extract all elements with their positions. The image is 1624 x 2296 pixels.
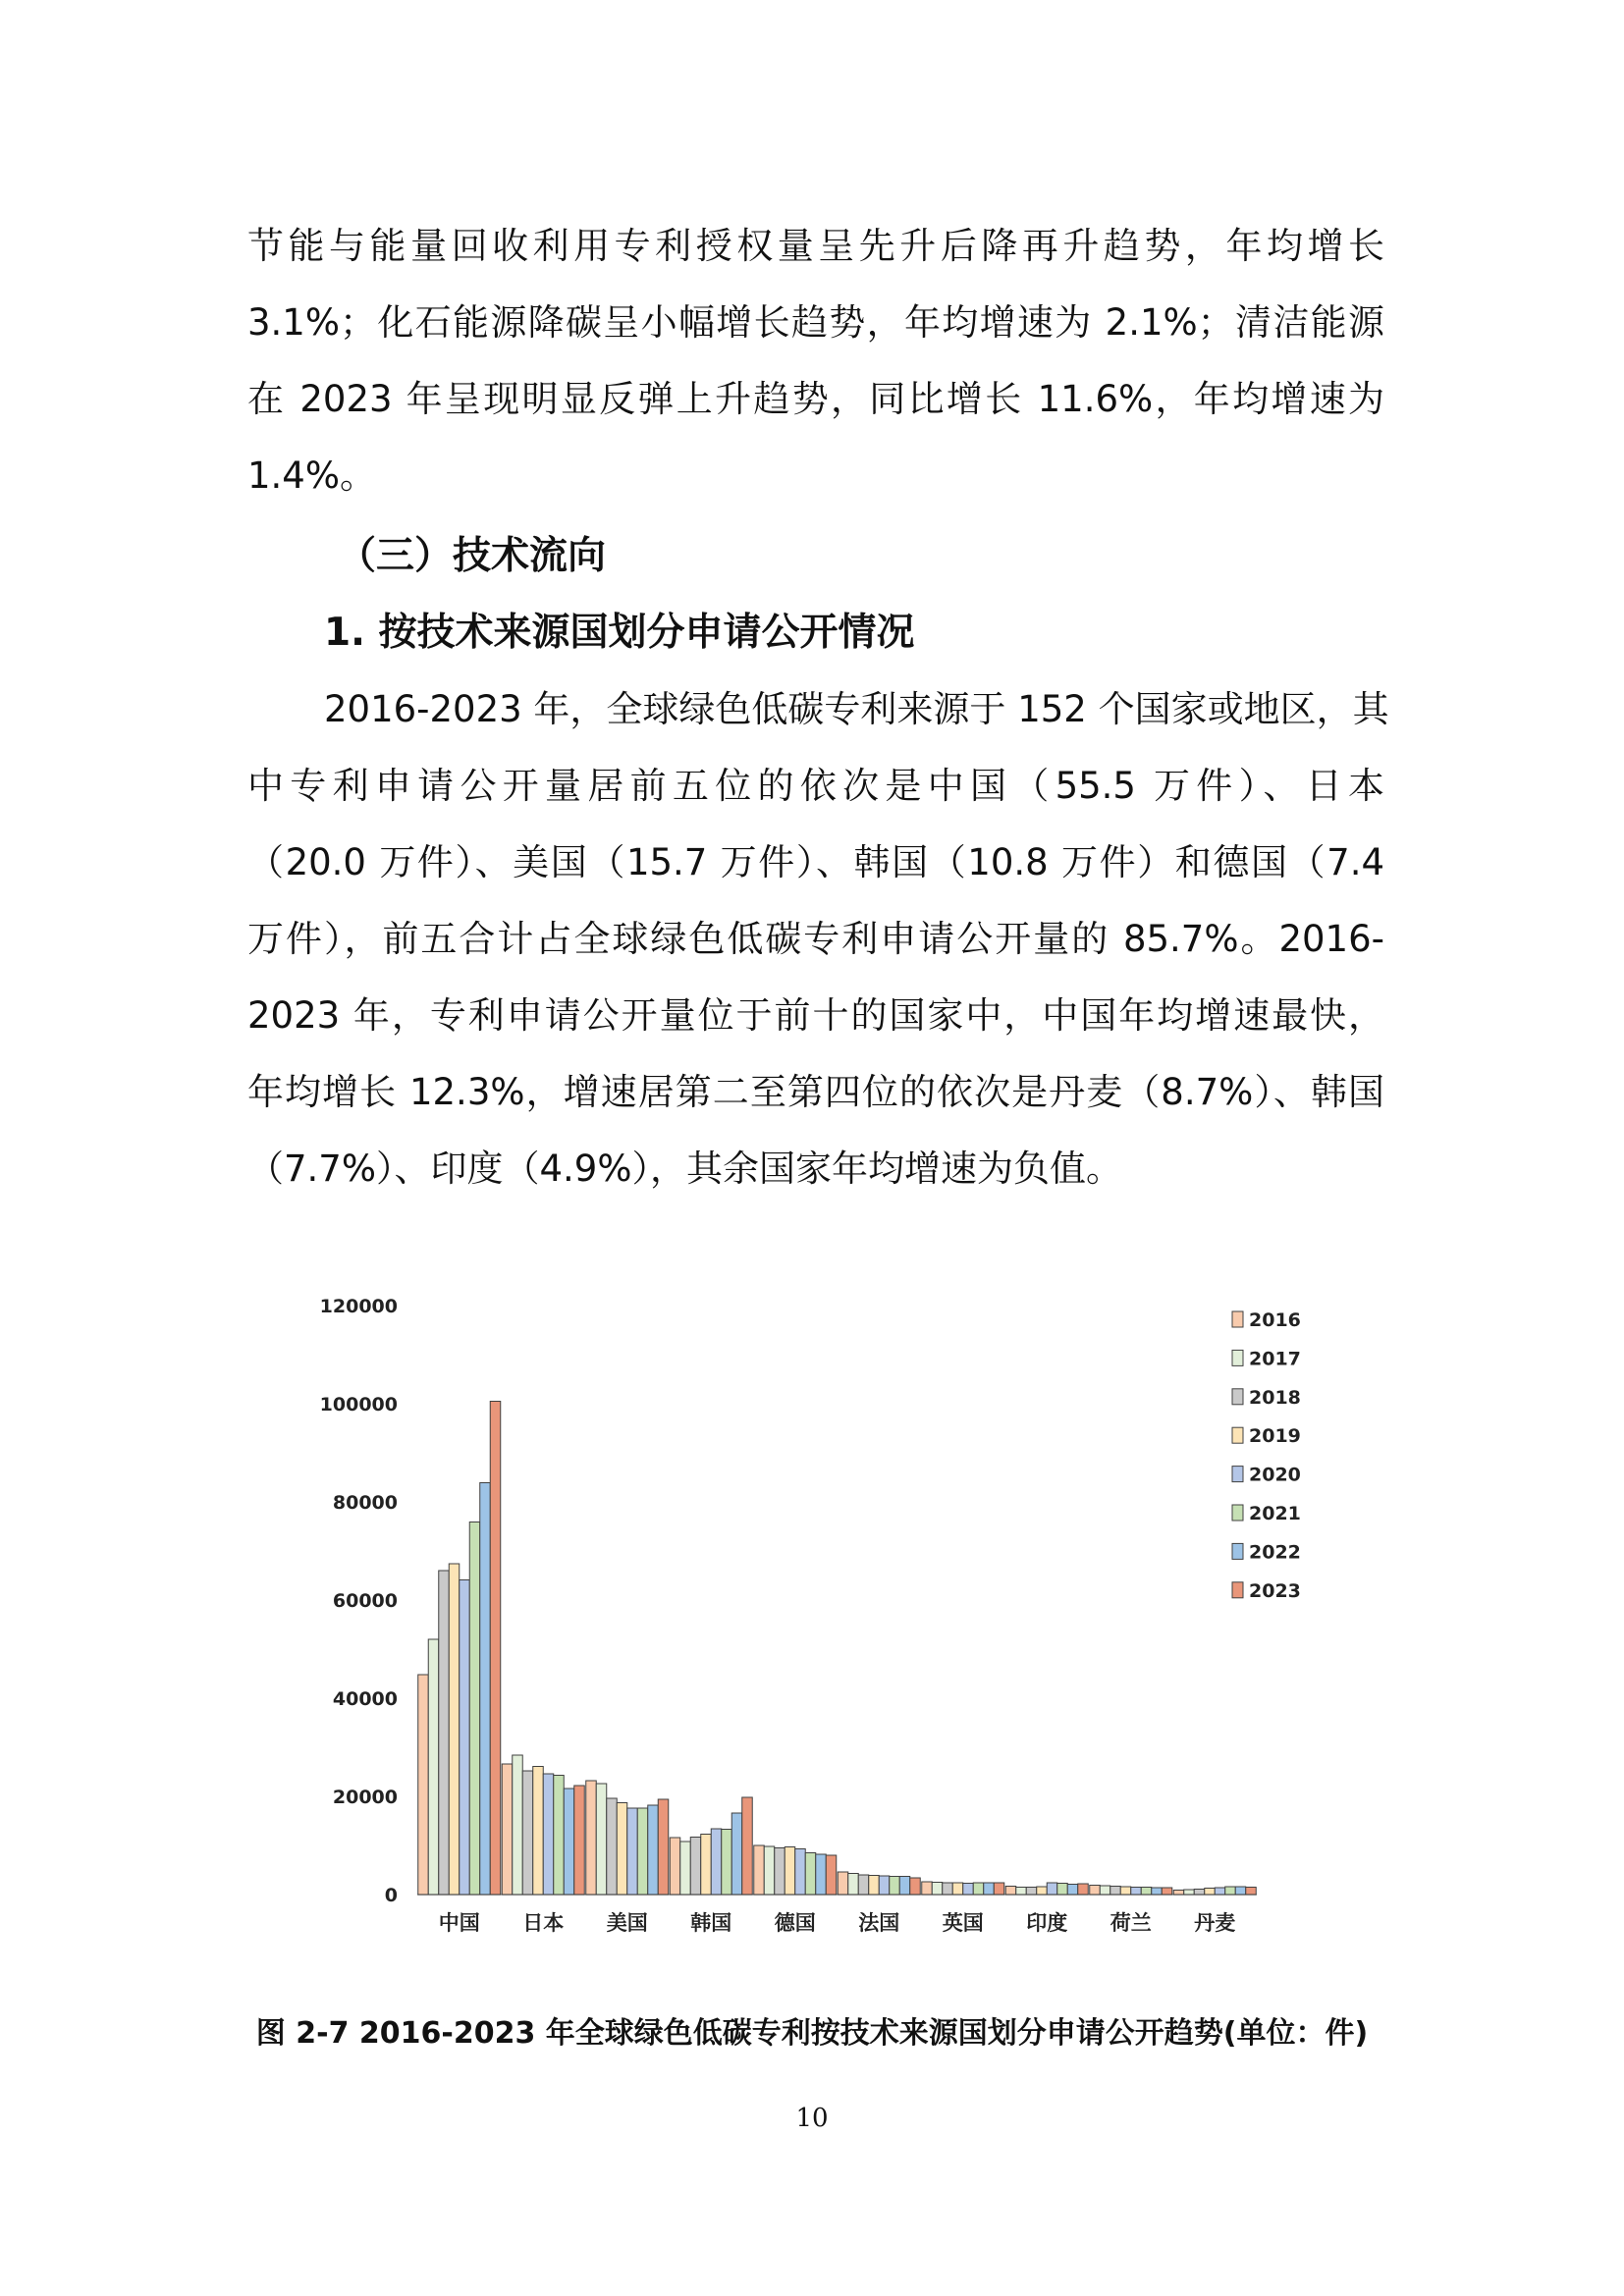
bar <box>1016 1888 1027 1896</box>
paragraph-line: （7.7%）、印度（4.9%），其余国家年均增速为负值。 <box>247 1148 1122 1190</box>
paragraph-line: 万件），前五合计占全球绿色低碳专利申请公开量的 85.7%。2016- <box>247 918 1384 960</box>
bar <box>1110 1887 1121 1896</box>
bar <box>460 1580 470 1896</box>
bar <box>480 1483 491 1896</box>
legend-label: 2017 <box>1249 1348 1301 1370</box>
bar <box>469 1522 480 1896</box>
bar <box>785 1847 795 1896</box>
figure-caption: 图 2-7 2016-2023 年全球绿色低碳专利按技术来源国划分申请公开趋势(单位：件) <box>255 2016 1369 2051</box>
bar <box>1184 1890 1195 1895</box>
bar <box>869 1876 880 1896</box>
y-tick-label: 60000 <box>332 1590 398 1612</box>
bar <box>1205 1889 1216 1896</box>
legend-swatch <box>1232 1427 1243 1443</box>
paragraph-line: （20.0 万件）、美国（15.7 万件）、韩国（10.8 万件）和德国（7.4 <box>247 841 1384 883</box>
bar <box>543 1774 554 1895</box>
legend-label: 2018 <box>1249 1386 1301 1409</box>
bar <box>607 1798 618 1895</box>
bar <box>816 1854 827 1895</box>
bar <box>994 1883 1004 1895</box>
bar <box>1067 1885 1078 1896</box>
bar <box>637 1808 648 1895</box>
legend-swatch <box>1232 1311 1243 1327</box>
bar <box>1078 1884 1089 1895</box>
bar <box>1235 1887 1246 1895</box>
paragraph-2 <box>247 671 1389 1207</box>
bar <box>943 1883 953 1895</box>
bar <box>984 1883 995 1895</box>
legend-swatch <box>1232 1467 1243 1482</box>
bar <box>670 1838 680 1895</box>
x-tick-label: 日本 <box>522 1911 565 1935</box>
bar <box>439 1571 450 1895</box>
bar <box>742 1797 753 1895</box>
bar <box>1047 1883 1057 1895</box>
bar <box>973 1883 984 1895</box>
y-tick-label: 80000 <box>332 1492 398 1514</box>
bar <box>858 1875 869 1895</box>
bar <box>554 1776 565 1896</box>
y-tick-label: 120000 <box>319 1296 398 1317</box>
legend-label: 2021 <box>1249 1503 1301 1524</box>
x-tick-label: 英国 <box>942 1911 984 1935</box>
legend-swatch <box>1232 1543 1243 1559</box>
bar <box>952 1883 963 1895</box>
bar <box>648 1805 659 1895</box>
bar <box>533 1767 544 1896</box>
bar <box>627 1808 638 1895</box>
y-tick-label: 0 <box>384 1885 398 1906</box>
paragraph-line: 年均增长 12.3%，增速居第二至第四位的依次是丹麦（8.7%）、韩国 <box>247 1071 1384 1113</box>
bar <box>564 1789 574 1895</box>
bar <box>890 1877 900 1896</box>
chart-legend <box>1232 1309 1301 1602</box>
bar <box>1162 1888 1172 1895</box>
paragraph-line: 中专利申请公开量居前五位的依次是中国（55.5 万件）、日本 <box>247 765 1384 807</box>
legend-swatch <box>1232 1505 1243 1521</box>
legend-label: 2019 <box>1249 1425 1301 1448</box>
bar <box>775 1848 785 1896</box>
paragraph-line: 2016-2023 年，全球绿色低碳专利来源于 152 个国家或地区，其 <box>324 688 1389 730</box>
bar <box>586 1781 597 1895</box>
x-tick-label: 中国 <box>438 1911 480 1935</box>
bar <box>805 1853 816 1896</box>
bar <box>449 1564 460 1895</box>
paragraph-line: 1.4%。 <box>247 454 376 497</box>
bar <box>764 1846 775 1895</box>
section-heading: （三）技术流向 <box>338 534 607 578</box>
paragraph-line: 节能与能量回收利用专利授权量呈先升后降再升趋势，年均增长 <box>247 225 1384 267</box>
bar-chart <box>295 1276 1326 1963</box>
bar <box>1005 1887 1016 1896</box>
bar <box>418 1675 429 1895</box>
bar <box>1194 1890 1205 1896</box>
bar <box>1131 1888 1142 1896</box>
bar <box>922 1882 933 1895</box>
bar <box>574 1786 585 1895</box>
bar <box>826 1855 837 1895</box>
bar <box>754 1845 765 1895</box>
y-tick-label: 100000 <box>319 1394 398 1415</box>
paragraph-line: 3.1%；化石能源降碳呈小幅增长趋势，年均增速为 2.1%；清洁能源 <box>247 301 1384 344</box>
bar <box>701 1835 712 1896</box>
legend-swatch <box>1232 1582 1243 1598</box>
bar <box>680 1842 691 1895</box>
bar <box>1215 1888 1225 1895</box>
x-tick-label: 韩国 <box>690 1911 732 1935</box>
legend-label: 2016 <box>1249 1309 1301 1331</box>
bar <box>1057 1884 1068 1896</box>
bar <box>428 1639 439 1895</box>
bar <box>1173 1891 1184 1896</box>
bar <box>490 1402 501 1896</box>
x-tick-label: 法国 <box>858 1911 900 1935</box>
bar <box>722 1830 732 1896</box>
bar <box>658 1799 669 1895</box>
bar <box>1246 1888 1257 1896</box>
bar <box>1225 1887 1236 1895</box>
x-tick-label: 德国 <box>774 1911 816 1935</box>
bar <box>932 1883 943 1896</box>
paragraph-line: 在 2023 年呈现明显反弹上升趋势，同比增长 11.6%，年均增速为 <box>247 378 1384 420</box>
bar <box>899 1877 910 1896</box>
x-tick-label: 荷兰 <box>1110 1911 1152 1935</box>
x-tick-label: 丹麦 <box>1194 1911 1236 1935</box>
bar <box>731 1813 742 1895</box>
bar <box>795 1849 806 1896</box>
bar <box>617 1803 627 1896</box>
paragraph-line: 2023 年，专利申请公开量位于前十的国家中，中国年均增速最快， <box>247 994 1384 1037</box>
legend-label: 2022 <box>1249 1541 1301 1564</box>
bar <box>910 1878 921 1895</box>
bar <box>963 1884 974 1896</box>
legend-label: 2020 <box>1249 1464 1301 1486</box>
bar <box>1120 1887 1131 1895</box>
bar <box>879 1876 890 1895</box>
bar <box>711 1829 722 1895</box>
legend-swatch <box>1232 1350 1243 1365</box>
bar <box>1026 1888 1037 1896</box>
bar <box>690 1838 701 1896</box>
bar <box>502 1764 513 1895</box>
legend-label: 2023 <box>1249 1579 1301 1602</box>
bar <box>596 1784 607 1895</box>
bar <box>522 1771 533 1895</box>
legend-swatch <box>1232 1389 1243 1405</box>
y-tick-label: 40000 <box>332 1688 398 1710</box>
bar <box>838 1872 848 1895</box>
page-number: 10 <box>795 2104 829 2133</box>
chart-bars <box>418 1402 1257 1896</box>
x-tick-label: 美国 <box>606 1911 648 1935</box>
bar <box>1090 1886 1101 1896</box>
bar <box>1141 1888 1152 1896</box>
paragraph-1 <box>247 208 1384 514</box>
bar <box>1100 1886 1110 1895</box>
subsection-heading: 1. 按技术来源国划分申请公开情况 <box>324 611 915 655</box>
bar <box>513 1755 523 1895</box>
y-tick-label: 20000 <box>332 1787 398 1808</box>
bar <box>1037 1887 1048 1895</box>
bar <box>1152 1888 1163 1895</box>
x-tick-label: 印度 <box>1026 1911 1068 1935</box>
bar <box>848 1874 859 1896</box>
